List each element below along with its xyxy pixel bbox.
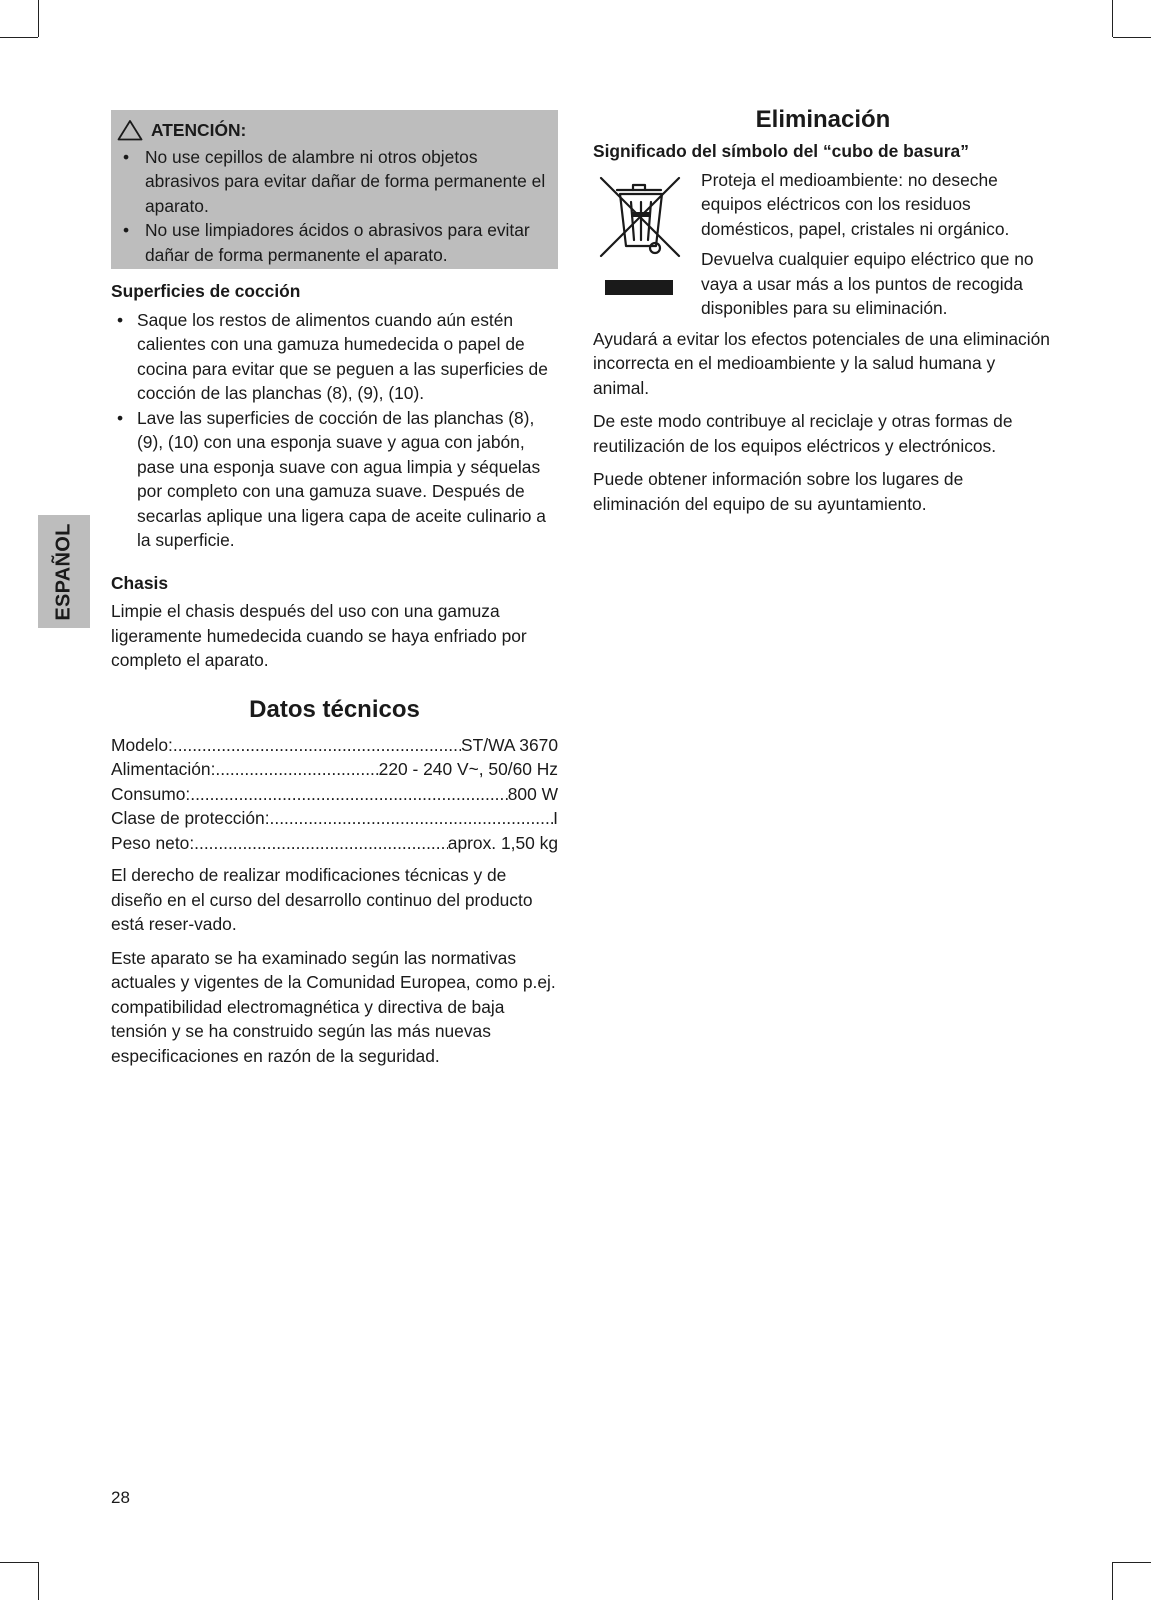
list-item: • No use cepillos de alambre ni otros objetos abrasivos para evitar dañar de forma permanente el aparato.	[117, 145, 548, 219]
page-number: 28	[111, 1488, 130, 1507]
spec-value: 800 W	[507, 783, 558, 804]
bin-text	[701, 168, 1053, 327]
bin-paragraph: Devuelva cualquier equipo eléctrico que no vaya a usar más a los puntos de recogida disponibles para su eliminación.	[701, 249, 1034, 318]
crop-mark	[1113, 1562, 1151, 1563]
warning-triangle-icon	[117, 119, 143, 141]
list-item: • Lave las superficies de cocción de las planchas (8), (9), (10) con una esponja suave y agua con jabón, pase una esponja suave con agua limpia y séquelas por completo con una gamuza suave. Después de secarlas aplique una ligera capa de aceite culinario a la superficie.	[111, 406, 558, 553]
spec-leader-dots	[178, 733, 461, 758]
right-column	[593, 105, 1053, 525]
crop-mark	[38, 0, 39, 37]
language-label: ESPAÑOL	[52, 522, 75, 621]
spec-label: Alimentación:	[111, 759, 216, 779]
spec-leader-dots	[190, 782, 507, 807]
chasis-text: Limpie el chasis después del uso con una gamuza ligeramente humedecida cuando se haya enfriado por completo el aparato.	[111, 601, 527, 670]
spec-value: ST/WA 3670	[461, 734, 558, 755]
chasis-heading: Chasis	[111, 572, 169, 593]
spec-row	[111, 757, 558, 782]
spec-row	[111, 733, 558, 758]
crop-mark	[1112, 0, 1113, 37]
spec-leader-dots	[194, 831, 448, 856]
spec-label: Clase de protección:	[111, 808, 270, 828]
spec-label: Peso neto:	[111, 832, 195, 853]
cooking-heading: Superficies de cocción	[111, 281, 301, 301]
spec-label: Consumo:	[111, 783, 191, 804]
spec-row	[111, 782, 558, 807]
list-item: • Saque los restos de alimentos cuando aún estén calientes con una gamuza humedecida o papel de cocina para evitar que se peguen a las superficies de cocción de las planchas (8), (9), (10).	[111, 308, 558, 406]
warning-list	[117, 145, 548, 268]
tech-paragraph: Este aparato se ha examinado según las normativas actuales y vigentes de la Comunidad Europea, como p.ej. compatibilidad electromagnética y directiva de baja tensión y se ha construido según las más nuevas especificaciones en razón de la seguridad.	[111, 947, 556, 1066]
disposal-heading: Eliminación	[755, 106, 891, 133]
crossed-out-bin-icon	[593, 168, 693, 327]
left-column	[111, 110, 558, 1077]
spec-leader-dots	[270, 806, 554, 831]
warning-header	[117, 118, 548, 143]
crop-mark	[0, 1562, 38, 1563]
bin-symbol-block	[593, 168, 1053, 327]
disposal-paragraph: Puede obtener información sobre los lugares de eliminación del equipo de su ayuntamiento.	[593, 469, 964, 514]
spec-row	[111, 806, 558, 831]
spec-value: aprox. 1,50 kg	[447, 832, 558, 853]
warning-box	[111, 110, 558, 269]
cooking-list	[111, 308, 558, 553]
disposal-paragraph: De este modo contribuye al reciclaje y otras formas de reutilización de los equipos eléctricos y electrónicos.	[593, 411, 1013, 456]
spec-label: Modelo:.	[111, 734, 178, 755]
spec-row	[111, 831, 558, 856]
tech-heading: Datos técnicos	[249, 695, 420, 723]
crop-mark	[0, 37, 38, 38]
crop-mark	[38, 1562, 39, 1600]
spec-value: I	[553, 808, 558, 828]
spec-list	[111, 733, 558, 856]
crop-mark	[1113, 37, 1151, 38]
bin-paragraph: Proteja el medioambiente: no deseche equipos eléctricos con los residuos domésticos, papel, cristales ni orgánico.	[701, 169, 1010, 239]
crop-mark	[1112, 1562, 1113, 1600]
disposal-paragraph: Ayudará a evitar los efectos potenciales de una eliminación incorrecta en el medioambiente y la salud humana y animal.	[593, 328, 1050, 398]
spec-value: 220 - 240 V~, 50/60 Hz	[378, 759, 558, 779]
language-side-tab	[38, 515, 90, 628]
disposal-subheading: Significado del símbolo del “cubo de basura”	[593, 141, 969, 161]
spec-leader-dots	[215, 757, 378, 782]
list-item: • No use limpiadores ácidos o abrasivos para evitar dañar de forma permanente el aparato.	[117, 218, 548, 267]
tech-paragraph: El derecho de realizar modificaciones técnicas y de diseño en el curso del desarrollo continuo del producto está reser-vado.	[111, 865, 533, 934]
warning-title: ATENCIÓN:	[151, 120, 247, 140]
